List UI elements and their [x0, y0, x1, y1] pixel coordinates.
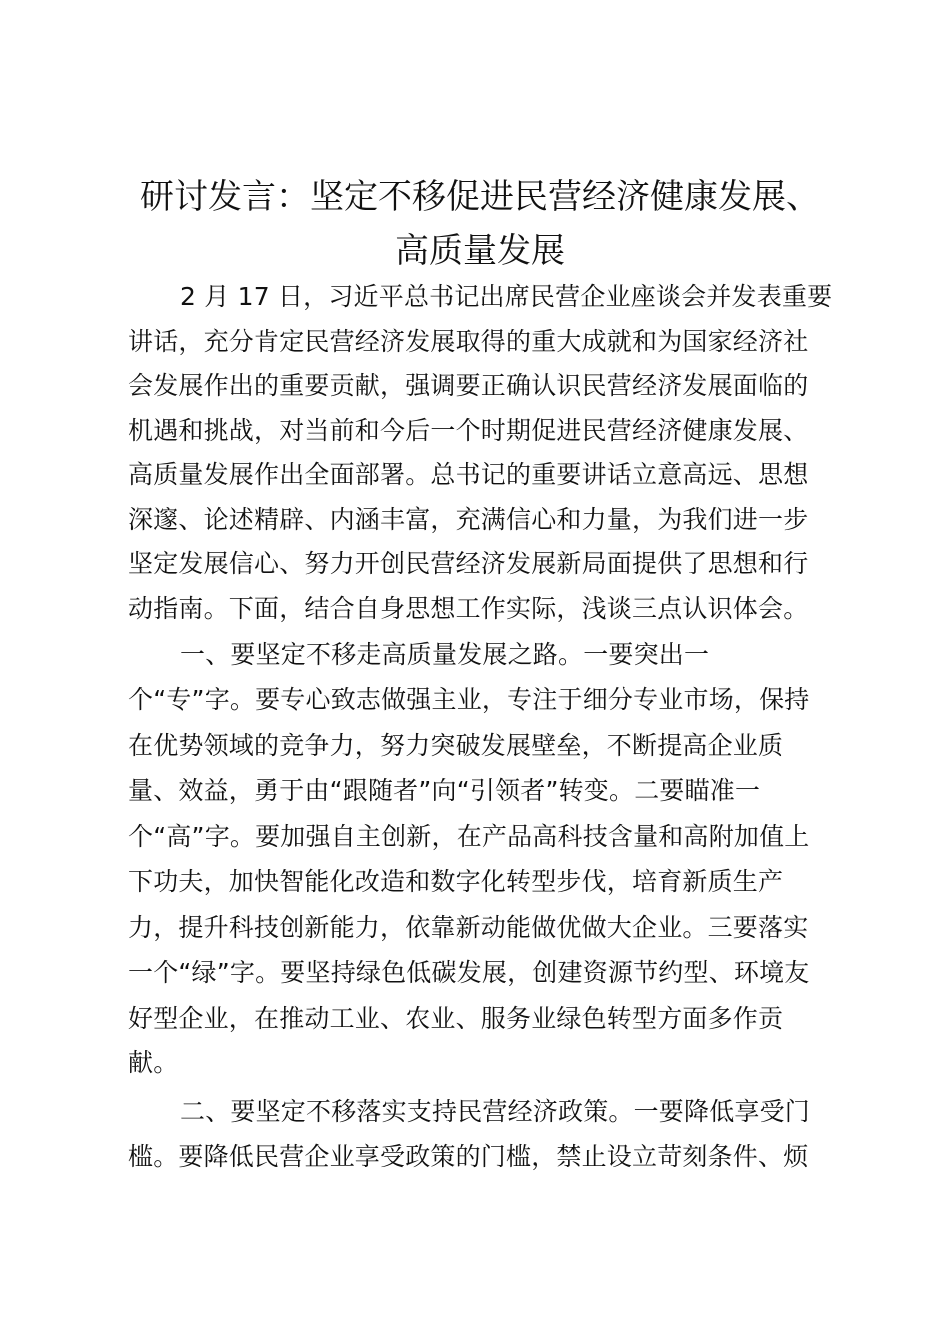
- section-1-line-9: 好型企业，在推动工业、农业、服务业绿色转型方面多作贡: [128, 1004, 784, 1033]
- title-line-2: 高质量发展: [395, 231, 565, 271]
- body-line-2: 讲话，充分肯定民营经济发展取得的重大成就和为国家经济社: [128, 327, 809, 356]
- section-1-line-5: 个“高”字。要加强自主创新，在产品高科技含量和高附加值上: [128, 822, 810, 851]
- section-2-line-1: 二、要坚定不移落实支持民营经济政策。一要降低享受门: [180, 1097, 811, 1126]
- section-1-line-1: 一、要坚定不移走高质量发展之路。一要突出一: [180, 640, 710, 669]
- body-line-8: 动指南。下面，结合自身思想工作实际，浅谈三点认识体会。: [128, 594, 809, 623]
- section-1-line-7: 力，提升科技创新能力，依靠新动能做优做大企业。三要落实: [128, 913, 809, 942]
- body-line-7: 坚定发展信心、努力开创民营经济发展新局面提供了思想和行: [128, 549, 809, 578]
- body-line-3: 会发展作出的重要贡献，强调要正确认识民营经济发展面临的: [128, 371, 809, 400]
- section-1-line-2: 个“专”字。要专心致志做强主业，专注于细分专业市场，保持: [128, 685, 810, 714]
- body-line-1: 2 月 17 日，习近平总书记出席民营企业座谈会并发表重要: [180, 282, 833, 311]
- section-1-line-10: 献。: [128, 1048, 179, 1077]
- body-line-5: 高质量发展作出全面部署。总书记的重要讲话立意高远、思想: [128, 460, 809, 489]
- section-1-line-3: 在优势领域的竞争力，努力突破发展壁垒，不断提高企业质: [128, 731, 784, 760]
- section-1-line-6: 下功夫，加快智能化改造和数字化转型步伐，培育新质生产: [128, 867, 784, 896]
- document-title: [110, 170, 850, 278]
- body-line-6: 深邃、论述精辟、内涵丰富，充满信心和力量，为我们进一步: [128, 505, 809, 534]
- section-1-line-8: 一个“绿”字。要坚持绿色低碳发展，创建资源节约型、环境友: [128, 958, 810, 987]
- section-1-line-4: 量、效益，勇于由“跟随者”向“引领者”转变。二要瞄准一: [128, 776, 761, 805]
- section-2-line-2: 槛。要降低民营企业享受政策的门槛，禁止设立苛刻条件、烦: [128, 1142, 809, 1171]
- body-line-4: 机遇和挑战，对当前和今后一个时期促进民营经济健康发展、: [128, 416, 809, 445]
- title-line-1: 研讨发言：坚定不移促进民营经济健康发展、: [140, 177, 820, 217]
